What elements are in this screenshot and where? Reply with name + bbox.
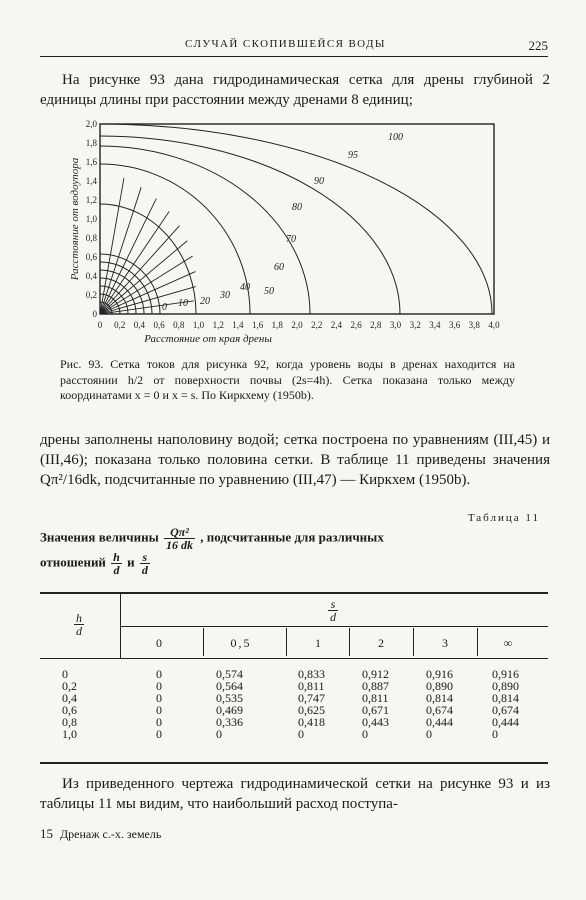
table-cell: 0,811 [298,679,325,693]
table-header-rule [40,658,548,659]
y-tick-label: 1,6 [85,157,97,167]
table-cell: 0,336 [216,715,243,729]
x-tick-label: 1,6 [251,320,264,330]
y-tick-label: 0,8 [85,233,97,243]
equipotential-ray [100,226,179,314]
x-tick-label: 1,0 [192,320,205,330]
page-number: 225 [528,38,548,53]
table-bottom-rule [40,762,548,764]
curve-label: 70 [286,234,296,245]
table-cell: 0,4 [62,691,77,705]
footer-signature [40,826,161,842]
x-tick-label: 3,2 [409,320,421,330]
table-cell: 0,6 [62,703,77,717]
table-cell: 0 [62,667,68,681]
table-cell: 0 [156,715,162,729]
stub-header-h-d: $\frac{h}{d}$ [76,611,82,638]
table-cell: 0 [156,703,162,717]
header-rule [40,56,548,57]
signature-text: Дренаж с.-х. земель [60,827,162,841]
table-cell: 0,574 [216,667,243,681]
col-header-0: 0 [156,636,162,650]
table-title-middle: , подсчитанные для различных [200,529,384,545]
y-tick-label: 0 [92,309,97,319]
running-head [40,38,548,54]
table-title [40,526,510,576]
x-tick-label: 0,4 [133,320,146,330]
equipotential-ray [100,241,187,314]
x-tick-label: 3,6 [448,320,461,330]
closing-paragraph: Из приведенного чертежа гидродинамической сетки на рисунке 93 и из таблицы 11 мы видим, что наибольший расход поступа- [40,776,550,812]
curve-label: 0 [162,302,167,313]
table-cell: 0,444 [426,715,453,729]
figure-caption: Рис. 93. Сетка токов для рисунка 92, когда уровень воды в дренах находится на расстоянии h/2 от поверхности почвы (2s=4h). Сетка показана только между координатами x = 0 и x = s. По Киркхему (1950b). [60,357,515,402]
signature-number: 15 [40,826,53,841]
table-cell: 0,674 [492,703,519,717]
curve-label: 100 [388,132,403,143]
group-header-rule [120,626,548,627]
fraction-denominator: 16 dk [165,538,193,552]
table-cell: 0,564 [216,679,243,693]
table-cell: 0,535 [216,691,243,705]
table-cell: 0,625 [298,703,325,717]
table-cell: 0,916 [492,667,519,681]
values-column-3 [362,668,410,740]
row-keys-column [62,668,92,740]
table-title-and: и [127,554,135,570]
curve-label: 60 [274,262,284,273]
col-header-3: 2 [378,636,384,650]
equipotential-ray [100,178,124,314]
col-header-4: 3 [442,636,448,650]
y-tick-label: 1,0 [85,214,97,224]
table-cell: 0,912 [362,667,389,681]
table-cell: 0 [156,727,162,741]
x-tick-label: 0,2 [114,320,126,330]
table-cell: 0,418 [298,715,325,729]
y-tick-label: 0,6 [85,252,97,262]
curve-label: 90 [314,176,324,187]
fraction-flow [164,526,195,551]
table-cell: 0,890 [426,679,453,693]
curve-label: 20 [200,296,210,307]
y-tick-label: 0,2 [85,290,97,300]
table-cell: 0 [216,727,222,741]
table-cell: 0 [298,727,304,741]
curve-label: 30 [220,290,230,301]
y-tick-label: 1,8 [85,138,97,148]
x-tick-label: 2,6 [350,320,362,330]
table-cell: 0 [156,691,162,705]
table-cell: 0,814 [492,691,519,705]
table-top-rule [40,592,548,594]
curve-label: 50 [264,286,274,297]
fraction-s-d: $\frac{s}{d}$ [141,550,148,577]
curve-label: 10 [178,298,188,309]
group-header-s-d: $\frac{s}{d}$ [330,597,336,624]
table-cell: 0,890 [492,679,519,693]
x-tick-label: 2,2 [311,320,323,330]
y-axis-label: Расстояние от водоупора [69,157,81,281]
col-header-1: 0,5 [230,636,252,650]
table-cell: 0,443 [362,715,389,729]
values-column-5 [492,668,540,740]
table-cell: 0 [156,679,162,693]
table-cell: 0,2 [62,679,77,693]
table-cell: 0,674 [426,703,453,717]
curve-label: 40 [240,282,250,293]
y-tick-label: 0,4 [85,271,97,281]
x-tick-label: 3,4 [429,320,441,330]
table-cell: 0 [156,667,162,681]
table-stub-divider [120,592,121,658]
y-tick-label: 1,4 [85,176,97,186]
curve-label: 95 [348,150,358,161]
x-tick-label: 2,0 [291,320,303,330]
running-head-title: СЛУЧАЙ СКОПИВШЕЙСЯ ВОДЫ [185,38,386,50]
x-tick-label: 0 [97,320,103,330]
x-tick-label: 1,4 [232,320,244,330]
table-cell: 0,671 [362,703,389,717]
x-tick-label: 2,8 [370,320,382,330]
table-cell: 0,747 [298,691,325,705]
x-axis-label: Расстояние от края дрены [144,333,272,345]
y-tick-label: 2,0 [85,119,97,129]
x-tick-label: 0,8 [173,320,185,330]
col-header-5: ∞ [503,636,513,650]
table-cell: 0,811 [362,691,389,705]
x-tick-label: 1,8 [271,320,283,330]
values-column-0 [144,668,174,740]
values-column-1 [216,668,270,740]
x-tick-label: 2,4 [330,320,343,330]
intro-paragraph: На рисунке 93 дана гидродинамическая сетка для дрены глубиной 2 единицы длины при расстоянии между дренами 8 единиц; [40,72,550,108]
table-label: Таблица 11 [467,512,540,524]
fraction-h-d: $\frac{h}{d}$ [113,550,120,577]
values-column-4 [426,668,474,740]
table-cell: 0,916 [426,667,453,681]
table-cell: 0,814 [426,691,453,705]
table-cell: 1,0 [62,727,77,741]
x-tick-label: 0,6 [153,320,165,330]
table-cell: 0,887 [362,679,389,693]
body-paragraph: дрены заполнены наполовину водой; сетка построена по уравнениям (III,45) и (III,46); показана только половина сетки. В таблице 11 приведены значения Qπ²/16dk, подсчитанные по уравнению (III,47) — Киркхем (1950b). [40,432,550,488]
fraction-numerator: Qπ² [164,526,195,539]
table-cell: 0,833 [298,667,325,681]
x-tick-label: 3,0 [389,320,402,330]
flow-net-diagram [66,118,506,350]
table-cell: 0,8 [62,715,77,729]
col-header-2: 1 [315,636,321,650]
table-title-line2: отношений [40,554,106,570]
table-cell: 0 [492,727,498,741]
table-title-prefix: Значения величины [40,529,159,545]
y-tick-label: 1,2 [85,195,97,205]
flow-net-figure [66,118,506,350]
table-cell: 0,469 [216,703,243,717]
curve-label: 80 [292,202,302,213]
values-column-2 [298,668,346,740]
table-cell: 0,444 [492,715,519,729]
x-tick-label: 4,0 [488,320,500,330]
table-cell: 0 [426,727,432,741]
table-cell: 0 [362,727,368,741]
x-tick-label: 3,8 [468,320,480,330]
x-tick-label: 1,2 [212,320,224,330]
